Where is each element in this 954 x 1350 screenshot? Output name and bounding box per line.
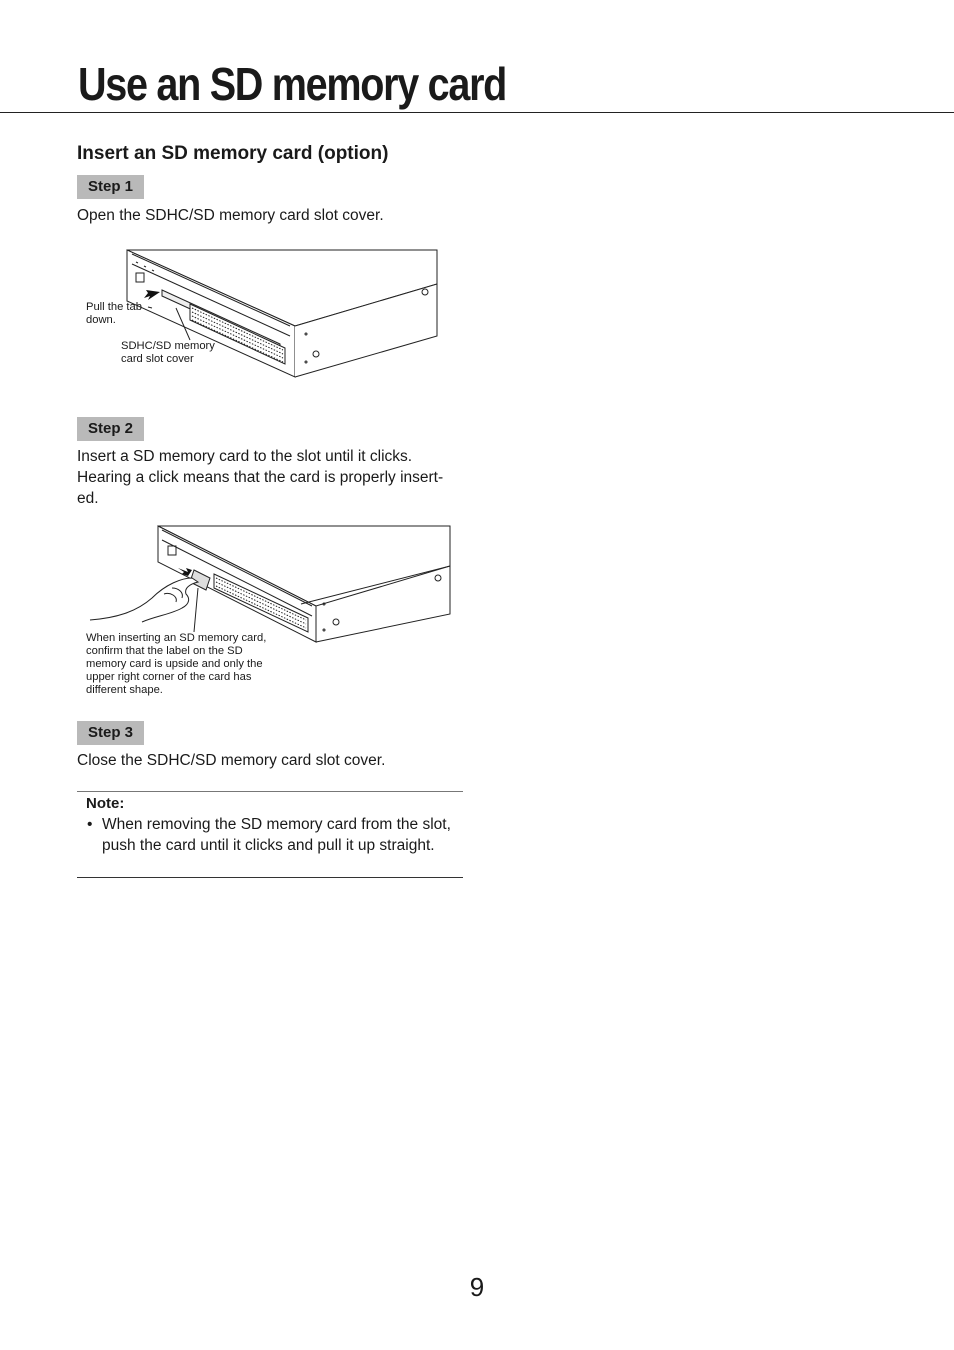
- note-box: [77, 791, 463, 878]
- step-3-text: Close the SDHC/SD memory card slot cover.: [77, 752, 386, 769]
- step-2-badge: Step 2: [77, 417, 144, 441]
- title-divider: [0, 112, 954, 113]
- note-bullet: •: [87, 816, 93, 833]
- page-title: Use an SD memory card: [78, 58, 507, 110]
- caption-slot-cover: SDHC/SD memory card slot cover: [121, 340, 215, 365]
- note-title: Note:: [86, 795, 125, 812]
- step-3-badge: Step 3: [77, 721, 144, 745]
- page-number: 9: [469, 1272, 485, 1302]
- step-1-text: Open the SDHC/SD memory card slot cover.: [77, 207, 384, 224]
- note-text: When removing the SD memory card from the slot, push the card until it clicks and pull it up straight.: [102, 816, 451, 854]
- step-1-badge: Step 1: [77, 175, 144, 199]
- caption-pull-tab: Pull the tab down.: [86, 301, 142, 326]
- section-heading: Insert an SD memory card (option): [77, 143, 389, 164]
- step-2-text: Insert a SD memory card to the slot until it clicks. Hearing a click means that the card is properly insert-ed.: [77, 448, 444, 507]
- caption-insert-card: When inserting an SD memory card, confirm that the label on the SD memory card is upside and only the upper right corner of the card has different shape.: [86, 632, 267, 696]
- insert-card-illustration: [86, 522, 456, 647]
